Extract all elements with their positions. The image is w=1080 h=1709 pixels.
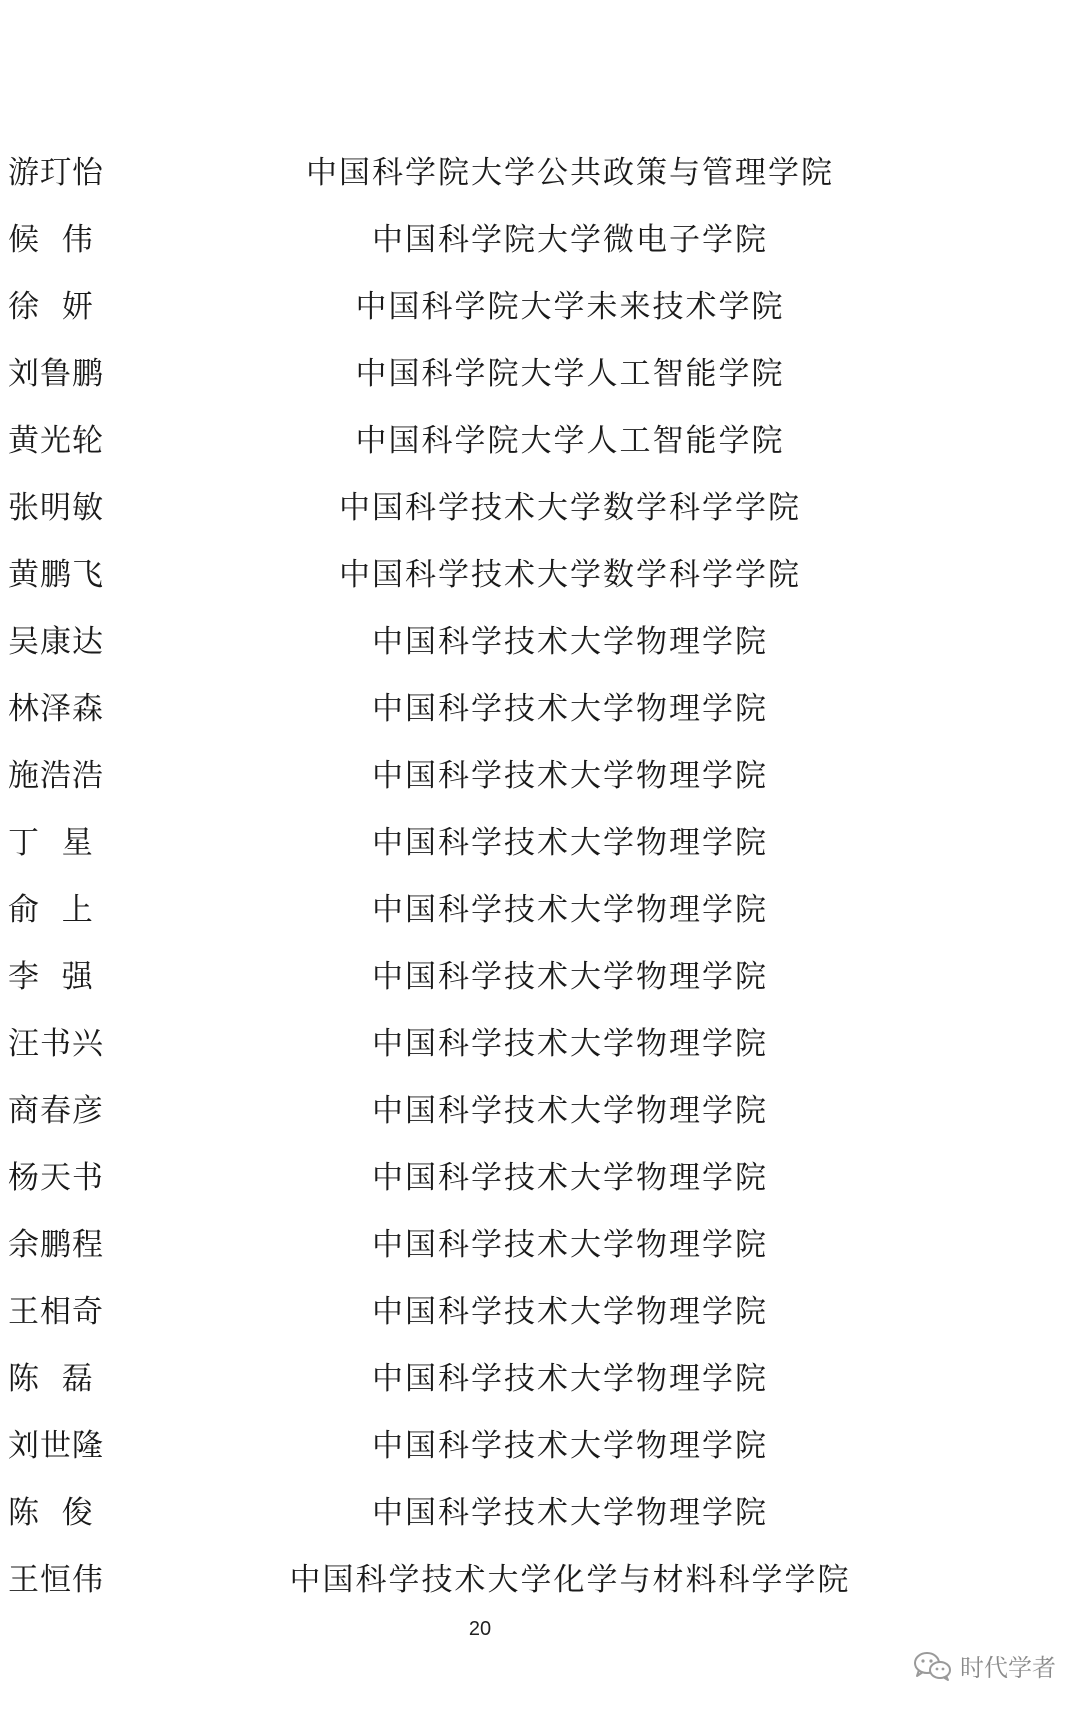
person-name: 黄鹏飞 — [8, 557, 104, 593]
person-name: 黄光轮 — [8, 423, 104, 459]
person-name: 陈 俊 — [8, 1495, 94, 1531]
list-item — [0, 944, 1080, 1011]
person-name: 吴康达 — [8, 624, 104, 660]
affiliation: 中国科学技术大学物理学院 — [372, 624, 768, 660]
person-name: 刘鲁鹏 — [8, 356, 104, 392]
list-item — [0, 609, 1080, 676]
list-item — [0, 207, 1080, 274]
affiliation: 中国科学院大学人工智能学院 — [355, 356, 785, 392]
list-item — [0, 274, 1080, 341]
affiliation: 中国科学技术大学物理学院 — [372, 1361, 768, 1397]
list-item — [0, 1547, 1080, 1614]
person-name: 李 强 — [8, 959, 94, 995]
person-name: 张明敏 — [8, 490, 104, 526]
list-item — [0, 810, 1080, 877]
person-name: 徐 妍 — [8, 289, 94, 325]
list-item — [0, 1413, 1080, 1480]
affiliation: 中国科学技术大学物理学院 — [372, 1160, 768, 1196]
watermark — [912, 1648, 1056, 1683]
person-name: 刘世隆 — [8, 1428, 104, 1464]
watermark-text: 时代学者 — [960, 1654, 1056, 1682]
affiliation: 中国科学技术大学物理学院 — [372, 1294, 768, 1330]
affiliation: 中国科学技术大学物理学院 — [372, 691, 768, 727]
list-item — [0, 542, 1080, 609]
person-name: 陈 磊 — [8, 1361, 94, 1397]
list-item — [0, 1212, 1080, 1279]
person-name: 施浩浩 — [8, 758, 104, 794]
wechat-icon — [912, 1650, 952, 1682]
affiliation: 中国科学技术大学化学与材料科学学院 — [289, 1562, 851, 1598]
list-item — [0, 1279, 1080, 1346]
person-name: 余鹏程 — [8, 1227, 104, 1263]
affiliation: 中国科学技术大学物理学院 — [372, 1428, 768, 1464]
list-item — [0, 341, 1080, 408]
person-name: 王相奇 — [8, 1294, 104, 1330]
list-item — [0, 1011, 1080, 1078]
list-item — [0, 1078, 1080, 1145]
list-item — [0, 1145, 1080, 1212]
person-name: 商春彦 — [8, 1093, 104, 1129]
person-name: 丁 星 — [8, 825, 94, 861]
name-list — [0, 140, 1080, 1614]
affiliation: 中国科学院大学人工智能学院 — [355, 423, 785, 459]
list-item — [0, 408, 1080, 475]
affiliation: 中国科学技术大学物理学院 — [372, 1026, 768, 1062]
affiliation: 中国科学技术大学物理学院 — [372, 959, 768, 995]
page-number: 20 — [468, 1618, 492, 1640]
affiliation: 中国科学技术大学物理学院 — [372, 1495, 768, 1531]
person-name: 王恒伟 — [8, 1562, 104, 1598]
list-item — [0, 1346, 1080, 1413]
affiliation: 中国科学技术大学物理学院 — [372, 1093, 768, 1129]
list-item — [0, 877, 1080, 944]
affiliation: 中国科学院大学公共政策与管理学院 — [306, 155, 834, 191]
person-name: 候 伟 — [8, 222, 94, 258]
list-item — [0, 1480, 1080, 1547]
affiliation: 中国科学技术大学物理学院 — [372, 825, 768, 861]
affiliation: 中国科学技术大学物理学院 — [372, 758, 768, 794]
list-item — [0, 743, 1080, 810]
person-name: 林泽森 — [8, 691, 104, 727]
affiliation: 中国科学院大学微电子学院 — [372, 222, 768, 258]
list-item — [0, 475, 1080, 542]
affiliation: 中国科学技术大学物理学院 — [372, 892, 768, 928]
list-item — [0, 676, 1080, 743]
person-name: 游玎怡 — [8, 155, 104, 191]
person-name: 杨天书 — [8, 1160, 104, 1196]
affiliation: 中国科学技术大学物理学院 — [372, 1227, 768, 1263]
affiliation: 中国科学技术大学数学科学学院 — [339, 490, 801, 526]
person-name: 汪书兴 — [8, 1026, 104, 1062]
affiliation: 中国科学院大学未来技术学院 — [355, 289, 785, 325]
list-item — [0, 140, 1080, 207]
person-name: 俞 上 — [8, 892, 94, 928]
affiliation: 中国科学技术大学数学科学学院 — [339, 557, 801, 593]
